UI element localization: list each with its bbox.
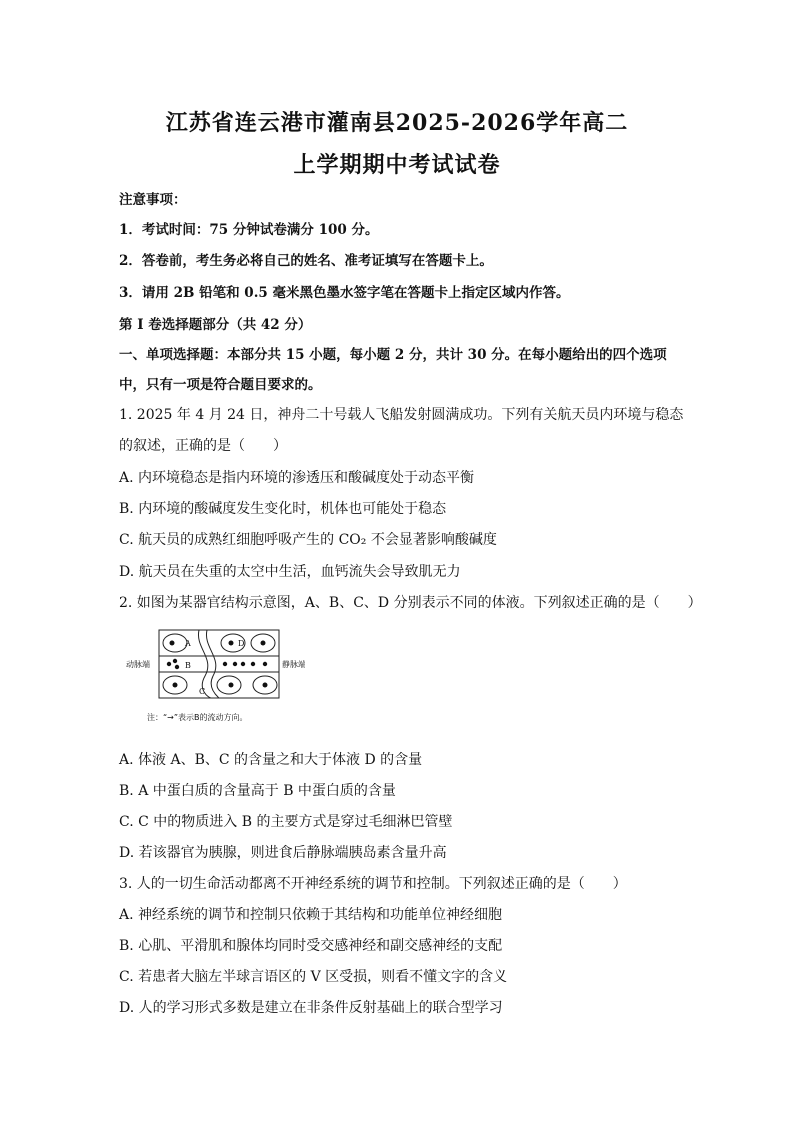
cell-nucleus: [261, 641, 266, 646]
question-1-option-d: D. 航天员在失重的太空中生活，血钙流失会导致肌无力: [119, 564, 461, 580]
cell-nucleus: [170, 641, 175, 646]
cell-nucleus: [229, 683, 234, 688]
organ-structure-diagram: [125, 628, 305, 724]
question-3-option-d: D. 人的学习形式多数是建立在非条件反射基础上的联合型学习: [119, 1000, 503, 1016]
blood-cell: [241, 662, 245, 666]
label-a: A: [185, 639, 191, 648]
blood-cell: [233, 662, 237, 666]
cell-nucleus: [263, 683, 268, 688]
blood-cell: [175, 665, 179, 669]
blood-cell: [223, 662, 227, 666]
notice-heading: 注意事项：: [119, 192, 187, 208]
question-3-stem: 3. 人的一切生命活动都离不开神经系统的调节和控制。下列叙述正确的是（ ）: [119, 876, 627, 892]
label-c: C: [199, 687, 206, 696]
label-d: D: [238, 639, 245, 648]
question-1-option-a: A. 内环境稳态是指内环境的渗透压和酸碱度处于动态平衡: [119, 470, 475, 486]
page-title-line2: 上学期期中考试试卷: [293, 152, 501, 178]
cell-nucleus: [229, 641, 234, 646]
question-3-option-a: A. 神经系统的调节和控制只依赖于其结构和功能单位神经细胞: [119, 907, 503, 923]
label-b: B: [185, 661, 191, 670]
question-2-option-c: C. C 中的物质进入 B 的主要方式是穿过毛细淋巴管壁: [119, 814, 453, 830]
question-1-option-c: C. 航天员的成熟红细胞呼吸产生的 CO₂ 不会显著影响酸碱度: [119, 532, 497, 548]
tissue-box: [159, 630, 279, 698]
figure-note: 注：“→”表示B的流动方向。: [147, 713, 248, 722]
question-1-stem: 的叙述，正确的是（ ）: [119, 438, 287, 454]
notice-item: 3．请用 2B 铅笔和 0.5 毫米黑色墨水签字笔在答题卡上指定区域内作答。: [119, 285, 570, 301]
blood-cell: [263, 662, 267, 666]
notice-item: 2．答卷前，考生务必将自己的姓名、准考证填写在答题卡上。: [119, 253, 493, 269]
notice-item: 1．考试时间：75 分钟试卷满分 100 分。: [119, 222, 379, 238]
question-3-option-b: B. 心肌、平滑肌和腺体均同时受交感神经和副交感神经的支配: [119, 938, 503, 954]
tissue-cell: [163, 634, 187, 652]
blood-cell: [251, 662, 255, 666]
section-heading: 一、单项选择题：本部分共 15 小题，每小题 2 分，共计 30 分。在每小题给出的四个选项: [119, 347, 667, 363]
blood-cell: [167, 662, 171, 666]
label-vein-end: 静脉端: [282, 660, 305, 669]
question-3-option-c: C. 若患者大脑左半球言语区的 V 区受损，则看不懂文字的含义: [119, 969, 508, 985]
question-1-stem: 1. 2025 年 4 月 24 日，神舟二十号载人飞船发射圆满成功。下列有关航天员内环境与稳态: [119, 407, 684, 423]
question-2-option-b: B. A 中蛋白质的含量高于 B 中蛋白质的含量: [119, 783, 396, 799]
organ-structure-svg: [125, 628, 305, 724]
section-heading: 中，只有一项是符合题目要求的。: [119, 377, 322, 393]
question-1-option-b: B. 内环境的酸碱度发生变化时，机体也可能处于稳态: [119, 501, 447, 517]
label-artery-end: 动脉端: [126, 660, 150, 669]
page-title-line1: 江苏省连云港市灌南县2025-2026学年高二: [165, 110, 629, 136]
question-2-option-d: D. 若该器官为胰腺，则进食后静脉端胰岛素含量升高: [119, 845, 447, 861]
question-2-option-a: A. 体液 A、B、C 的含量之和大于体液 D 的含量: [119, 752, 423, 768]
blood-cell: [173, 659, 177, 663]
part-heading: 第 I 卷选择题部分（共 42 分）: [119, 317, 312, 333]
cell-nucleus: [173, 683, 178, 688]
question-2-stem: 2. 如图为某器官结构示意图，A、B、C、D 分别表示不同的体液。下列叙述正确的是（ ）: [119, 595, 702, 611]
